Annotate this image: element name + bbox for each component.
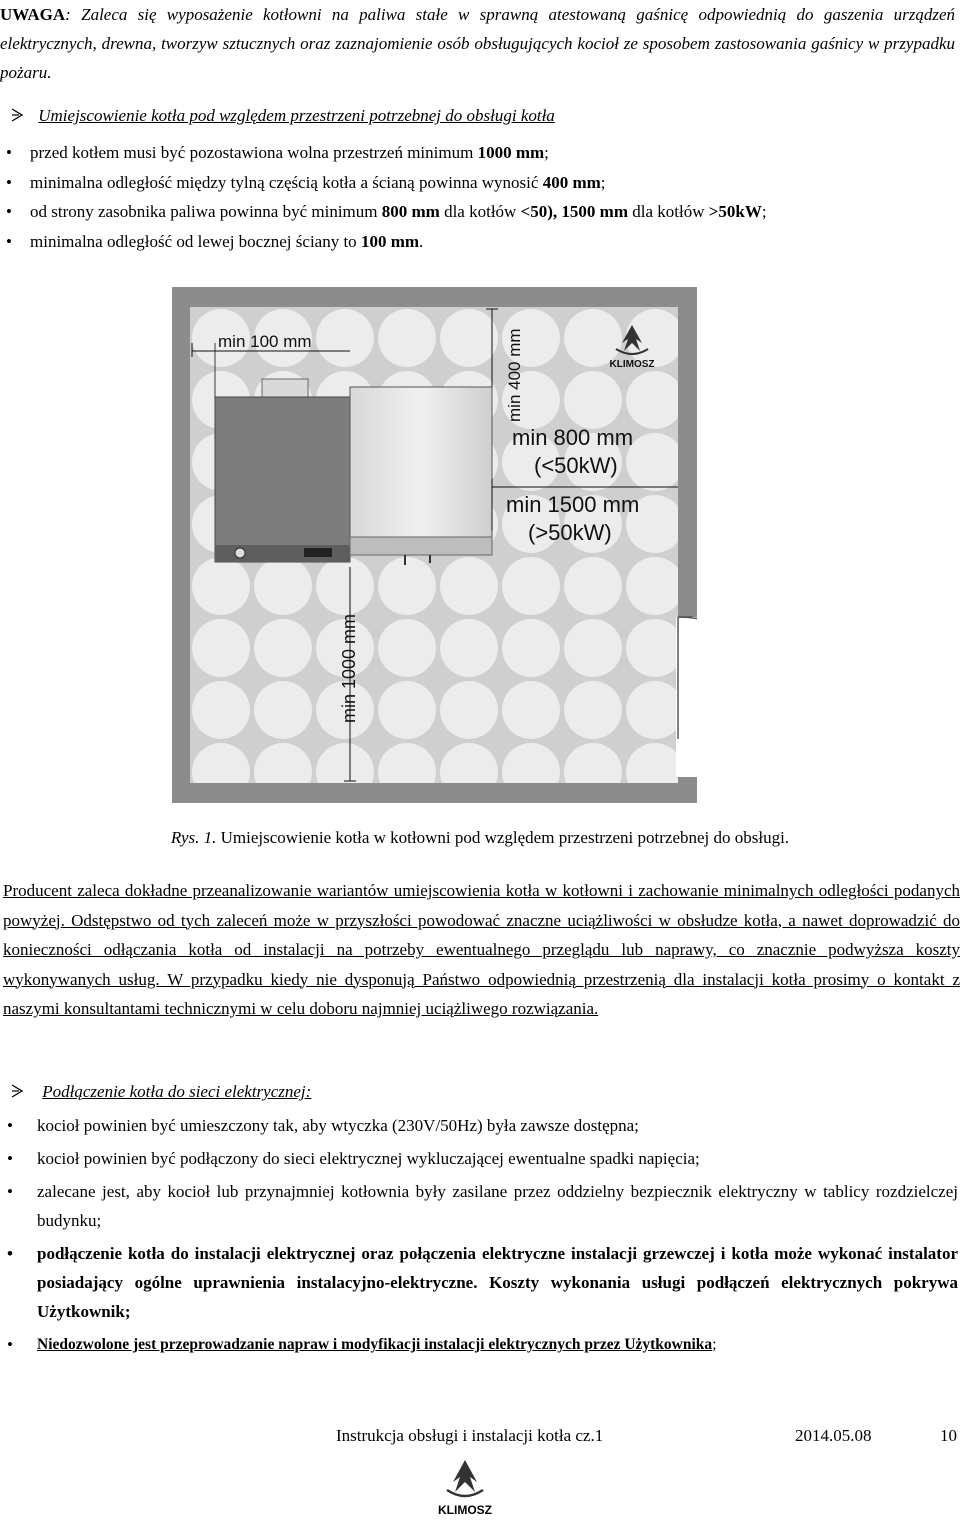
list-item: • minimalna odległość między tylną częścią kotła a ścianą powinna wynosić 400 mm; [0, 168, 960, 198]
door-opening [676, 617, 697, 777]
label-side-large-1: min 1500 mm [506, 492, 640, 517]
list-item: • kocioł powinien być podłączony do sieci elektrycznej wykluczającej ewentualne spadki napięcia; [0, 1144, 958, 1173]
section2-heading: Podłączenie kotła do sieci elektrycznej: [42, 1082, 312, 1101]
list-item: • od strony zasobnika paliwa powinna być minimum 800 mm dla kotłów <50), 1500 mm dla kotłów >50kW; [0, 197, 960, 227]
footer-logo [420, 1458, 510, 1518]
boiler-room-figure [172, 287, 697, 803]
prohibition-text: Niedozwolone jest przeprowadzanie napraw i modyfikacji instalacji elektrycznych przez Użytkownika [37, 1336, 713, 1353]
footer-logo-text: KLIMOSZ [438, 1503, 492, 1517]
caption-label: Rys. 1. [170, 828, 217, 847]
figure-caption [0, 828, 960, 848]
section1-heading-row [10, 106, 555, 126]
list-item: • zalecane jest, aby kocioł lub przynajmniej kotłownia były zasilane przez oddzielny bezpiecznik elektryczny w tablicy rozdzielczej budynku; [0, 1177, 958, 1235]
list-item: • Niedozwolone jest przeprowadzanie napraw i modyfikacji instalacji elektrycznych przez Użytkownika; [0, 1330, 958, 1359]
caption-text: Umiejscowienie kotła w kotłowni pod względem przestrzeni potrzebnej do obsługi. [216, 828, 790, 847]
label-side-small-2: (<50kW) [534, 453, 618, 478]
arrow-bullet-icon [10, 106, 28, 125]
section2-list [0, 1111, 958, 1359]
label-side-large-2: (>50kW) [528, 520, 612, 545]
footer-title: Instrukcja obsługi i instalacji kotła cz.1 [336, 1426, 604, 1445]
section1-list [0, 138, 960, 256]
label-left-clearance: min 100 mm [218, 332, 312, 351]
footer-page-number: 10 [940, 1426, 957, 1445]
list-item: • minimalna odległość od lewej bocznej ściany to 100 mm. [0, 227, 960, 257]
boiler-body [215, 397, 350, 562]
section1-heading: Umiejscowienie kotła pod względem przestrzeni potrzebnej do obsługi kotła [38, 106, 555, 125]
list-item: • kocioł powinien być umieszczony tak, aby wtyczka (230V/50Hz) była zawsze dostępna; [0, 1111, 958, 1140]
section2-heading-row [10, 1082, 311, 1102]
label-back-clearance: min 400 mm [505, 328, 524, 422]
warning-text: : Zaleca się wyposażenie kotłowni na paliwa stałe w sprawną atestowaną gaśnicę odpowiednią do gaszenia urządzeń elektrycznych, drewna, tworzyw sztucznych oraz zaznajomienie osób obsługujących kocioł ze sposobem zastosowania gaśnicy w przypadku pożaru. [0, 5, 955, 82]
list-item: • przed kotłem musi być pozostawiona wolna przestrzeń minimum 1000 mm; [0, 138, 960, 168]
warning-label: UWAGA [0, 5, 66, 24]
gauge-icon [235, 548, 245, 558]
warning-paragraph [0, 0, 955, 87]
klimosz-logo-icon [447, 1460, 483, 1496]
figure-logo-text: KLIMOSZ [609, 359, 655, 370]
list-item: • podłączenie kotła do instalacji elektrycznej oraz połączenia elektryczne instalacji grzewczej i kotła może wykonać instalator posiadający ogólne uprawnienia instalacyjno-elektryczne. Koszty wykonania usługi podłączeń elektrycznych pokrywa Użytkownik; [0, 1239, 958, 1326]
fuel-hopper [350, 387, 492, 555]
controller-panel [304, 548, 332, 557]
footer-date: 2014.05.08 [795, 1426, 872, 1445]
label-front-clearance: min 1000 mm [339, 613, 359, 723]
boiler-flue [262, 379, 308, 397]
label-side-small-1: min 800 mm [512, 425, 634, 450]
arrow-bullet-icon [10, 1082, 28, 1101]
recommendation-paragraph: Producent zaleca dokładne przeanalizowanie wariantów umiejscowienia kotła w kotłowni i zachowanie minimalnych odległości podanych powyżej. Odstępstwo od tych zaleceń może w przyszłości powodować znaczne uciążliwości w obsłudze kotła, a nawet doprowadzić do konieczności odłączania kotła od instalacji na potrzeby ewentualnego przeglądu lub naprawy, co znacznie podwyższa koszty wykonywanych usług. W przypadku kiedy nie dysponują Państwo odpowiednią przestrzenią dla instalacji kotła prosimy o kontakt z naszymi konsultantami technicznymi w celu doboru najmniej uciążliwego rozwiązania. [3, 881, 960, 1018]
